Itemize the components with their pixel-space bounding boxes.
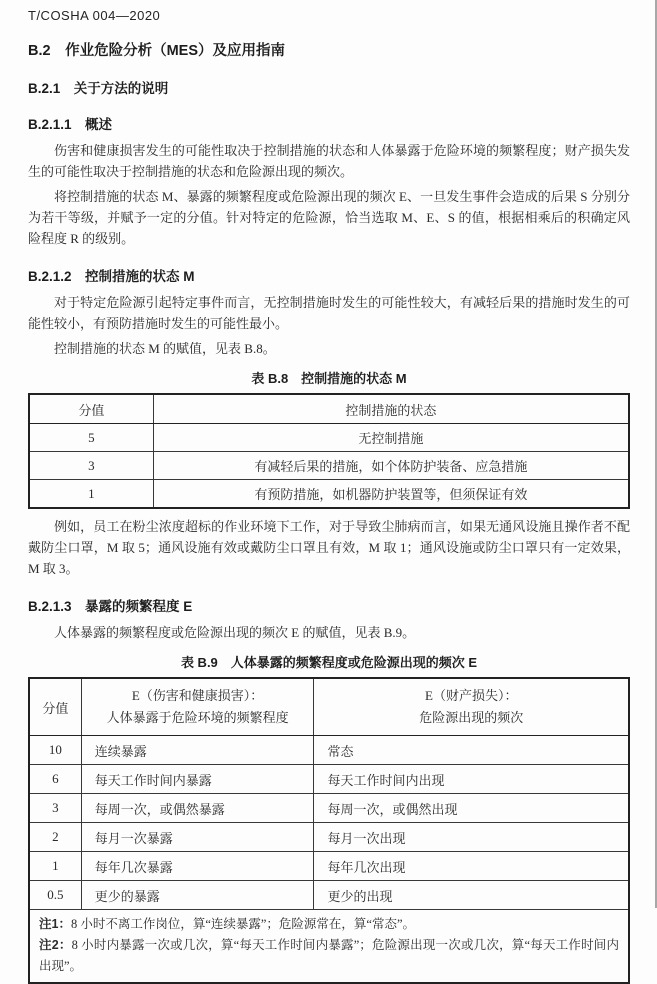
section-heading-b213: B.2.1.3 暴露的频繁程度 E — [28, 599, 193, 614]
section-heading-b211: B.2.1.1 概述 — [28, 117, 113, 132]
paragraph-e-1: 人体暴露的频繁程度或危险源出现的频次 E 的赋值，见表 B.9。 — [54, 625, 416, 640]
table-cell-exposure: 每月一次暴露 — [81, 823, 314, 852]
note-2-text: 8 小时内暴露一次或几次，算“每天工作时间内暴露”；危险源出现一次或几次，算“每天工作时间内出现”。 — [39, 938, 619, 973]
table-cell-score: 3 — [29, 452, 153, 480]
table-cell-score: 3 — [29, 794, 81, 823]
table-cell-state: 有减轻后果的措施，如个体防护装备、应急措施 — [153, 452, 629, 480]
table-cell-exposure: 每天工作时间内暴露 — [81, 765, 314, 794]
table-cell-state: 无控制措施 — [153, 424, 629, 452]
table-row — [29, 881, 629, 910]
table-cell-exposure: 每周一次，或偶然暴露 — [81, 794, 314, 823]
table-cell-exposure: 更少的暴露 — [81, 881, 314, 910]
header-line-1: E（财产损失）： — [425, 688, 518, 703]
note-1-label: 注1： — [39, 917, 71, 931]
table-cell-score: 1 — [29, 852, 81, 881]
table-b9-notes-row — [29, 910, 629, 984]
table-row — [29, 823, 629, 852]
header-line-2: 人体暴露于危险环境的频繁程度 — [106, 710, 289, 725]
table-b9-caption: 表 B.9 人体暴露的频繁程度或危险源出现的频次 E — [180, 655, 478, 670]
table-cell-exposure: 连续暴露 — [81, 736, 314, 765]
note-1-text: 8 小时不离工作岗位，算“连续暴露”；危险源常在，算“常态”。 — [70, 917, 416, 931]
table-cell-occurrence: 每天工作时间内出现 — [314, 765, 629, 794]
note-1 — [39, 914, 619, 935]
table-cell-score: 5 — [29, 424, 153, 452]
note-2-label: 注2： — [39, 938, 72, 952]
table-row — [29, 852, 629, 881]
table-cell-occurrence: 每年几次出现 — [314, 852, 629, 881]
table-row — [29, 480, 629, 509]
table-b9-header-score: 分值 — [29, 678, 81, 736]
table-b9-notes — [29, 910, 629, 984]
table-b9-header-injury — [81, 678, 314, 736]
table-cell-state: 有预防措施，如机器防护装置等，但须保证有效 — [153, 480, 629, 509]
table-cell-exposure: 每年几次暴露 — [81, 852, 314, 881]
table-cell-score: 1 — [29, 480, 153, 509]
table-b8-header-row — [29, 394, 629, 424]
paragraph-overview-2: 将控制措施的状态 M、暴露的频繁程度或危险源出现的频次 E、一旦发生事件会造成的后果 S 分别分为若干等级，并赋予一定的分值。针对特定的危险源，恰当选取 M、E、S 的值，根据相乘后的积确定风险程度 R 的级别。 — [28, 189, 630, 246]
header-line-1: E（伤害和健康损害）： — [131, 688, 264, 703]
table-cell-occurrence: 每月一次出现 — [314, 823, 629, 852]
table-b8-caption: 表 B.8 控制措施的状态 M — [251, 371, 407, 386]
table-b8-header-score: 分值 — [29, 394, 153, 424]
paragraph-m-1: 对于特定危险源引起特定事件而言，无控制措施时发生的可能性较大，有减轻后果的措施时发生的可能性较小，有预防措施时发生的可能性最小。 — [28, 295, 630, 331]
table-row — [29, 736, 629, 765]
doc-code: T/COSHA 004—2020 — [28, 8, 161, 23]
table-cell-occurrence: 常态 — [314, 736, 629, 765]
table-b9-header-property — [314, 678, 629, 736]
table-row — [29, 765, 629, 794]
section-heading-b21: B.2.1 关于方法的说明 — [28, 81, 169, 96]
note-2 — [39, 935, 619, 977]
section-heading-b2: B.2 作业危险分析（MES）及应用指南 — [28, 43, 285, 59]
table-row — [29, 452, 629, 480]
table-cell-score: 2 — [29, 823, 81, 852]
table-cell-score: 10 — [29, 736, 81, 765]
table-b8-header-state: 控制措施的状态 — [153, 394, 629, 424]
table-row — [29, 794, 629, 823]
header-line-2: 危险源出现的频次 — [419, 710, 524, 725]
table-b9 — [28, 677, 630, 984]
table-cell-score: 6 — [29, 765, 81, 794]
table-b8 — [28, 393, 630, 509]
section-heading-b212: B.2.1.2 控制措施的状态 M — [28, 269, 195, 284]
paragraph-m-example: 例如，员工在粉尘浓度超标的作业环境下工作，对于导致尘肺病而言，如果无通风设施且操作者不配戴防尘口罩，M 取 5；通风设施有效或戴防尘口罩且有效，M 取 1；通风设施或防尘口罩只有一定效果，M 取 3。 — [28, 519, 630, 576]
table-row — [29, 424, 629, 452]
paragraph-m-2: 控制措施的状态 M 的赋值，见表 B.8。 — [54, 341, 276, 356]
table-b9-header-row — [29, 678, 629, 736]
table-cell-score: 0.5 — [29, 881, 81, 910]
table-cell-occurrence: 更少的出现 — [314, 881, 629, 910]
paragraph-overview-1: 伤害和健康损害发生的可能性取决于控制措施的状态和人体暴露于危险环境的频繁程度；财产损失发生的可能性取决于控制措施的状态和危险源出现的频次。 — [28, 143, 630, 179]
table-cell-occurrence: 每周一次，或偶然出现 — [314, 794, 629, 823]
